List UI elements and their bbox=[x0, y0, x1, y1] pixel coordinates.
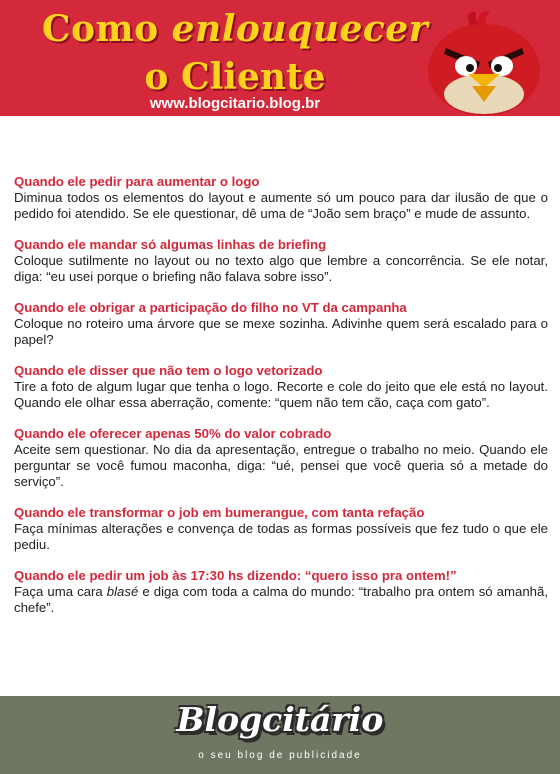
tip-body: Aceite sem questionar. No dia da apresentação, entregue o trabalho no meio. Quando ele perguntar se você fumou maconha, diga: “ué, pensei que você queria só a metade do serviço”. bbox=[14, 442, 548, 489]
tip-body: Coloque no roteiro uma árvore que se mexe sozinha. Adivinhe quem será escalado para o papel? bbox=[14, 316, 548, 347]
tip-item bbox=[14, 300, 548, 348]
tip-heading: Quando ele transformar o job em bumerangue, com tanta refação bbox=[14, 505, 425, 520]
tip-item bbox=[14, 568, 548, 616]
tip-body: Diminua todos os elementos do layout e aumente só um pouco para dar ilusão de que o pedido foi atendido. Se ele questionar, dê uma de “João sem braço” e mude de assunto. bbox=[14, 190, 548, 221]
tip-body: Coloque sutilmente no layout ou no texto algo que lembre a concorrência. Se ele notar, diga: “eu usei porque o briefing não falava sobre isso”. bbox=[14, 253, 548, 284]
tip-item bbox=[14, 426, 548, 490]
footer-tagline: o seu blog de publicidade bbox=[198, 750, 362, 761]
tip-item bbox=[14, 505, 548, 553]
tip-heading: Quando ele pedir um job às 17:30 hs dizendo: “quero isso pra ontem!” bbox=[14, 568, 457, 583]
tip-heading: Quando ele obrigar a participação do filho no VT da campanha bbox=[14, 300, 407, 315]
tip-heading: Quando ele oferecer apenas 50% do valor cobrado bbox=[14, 426, 332, 441]
tip-body: Faça mínimas alterações e convença de todas as formas possíveis que fez tudo o que ele pediu. bbox=[14, 521, 548, 552]
header-url: www.blogcitario.blog.br bbox=[149, 95, 321, 112]
tip-item bbox=[14, 174, 548, 222]
tip-heading: Quando ele pedir para aumentar o logo bbox=[14, 174, 260, 189]
page-title-line2: o Cliente bbox=[144, 56, 326, 98]
tip-heading: Quando ele mandar só algumas linhas de briefing bbox=[14, 237, 327, 252]
footer-logo: Blogcitário bbox=[176, 700, 384, 739]
tips-list bbox=[14, 174, 548, 631]
tip-item bbox=[14, 363, 548, 411]
red-angry-bird-icon bbox=[418, 8, 550, 116]
tip-heading: Quando ele disser que não tem o logo vetorizado bbox=[14, 363, 323, 378]
header-banner bbox=[0, 0, 560, 116]
tip-body: Tire a foto de algum lugar que tenha o logo. Recorte e cole do jeito que ele está no layout. Quando ele olhar essa aberração, comente: “quem não tem cão, caça com gato”. bbox=[14, 379, 548, 410]
tip-item bbox=[14, 237, 548, 285]
page-title: Como enlouquecer bbox=[41, 8, 429, 50]
tip-body-italic: blasé bbox=[106, 584, 139, 599]
footer-banner bbox=[0, 696, 560, 774]
tip-body: Faça uma cara blasé e diga com toda a calma do mundo: “trabalho pra ontem só amanhã, chefe”. bbox=[14, 584, 548, 615]
